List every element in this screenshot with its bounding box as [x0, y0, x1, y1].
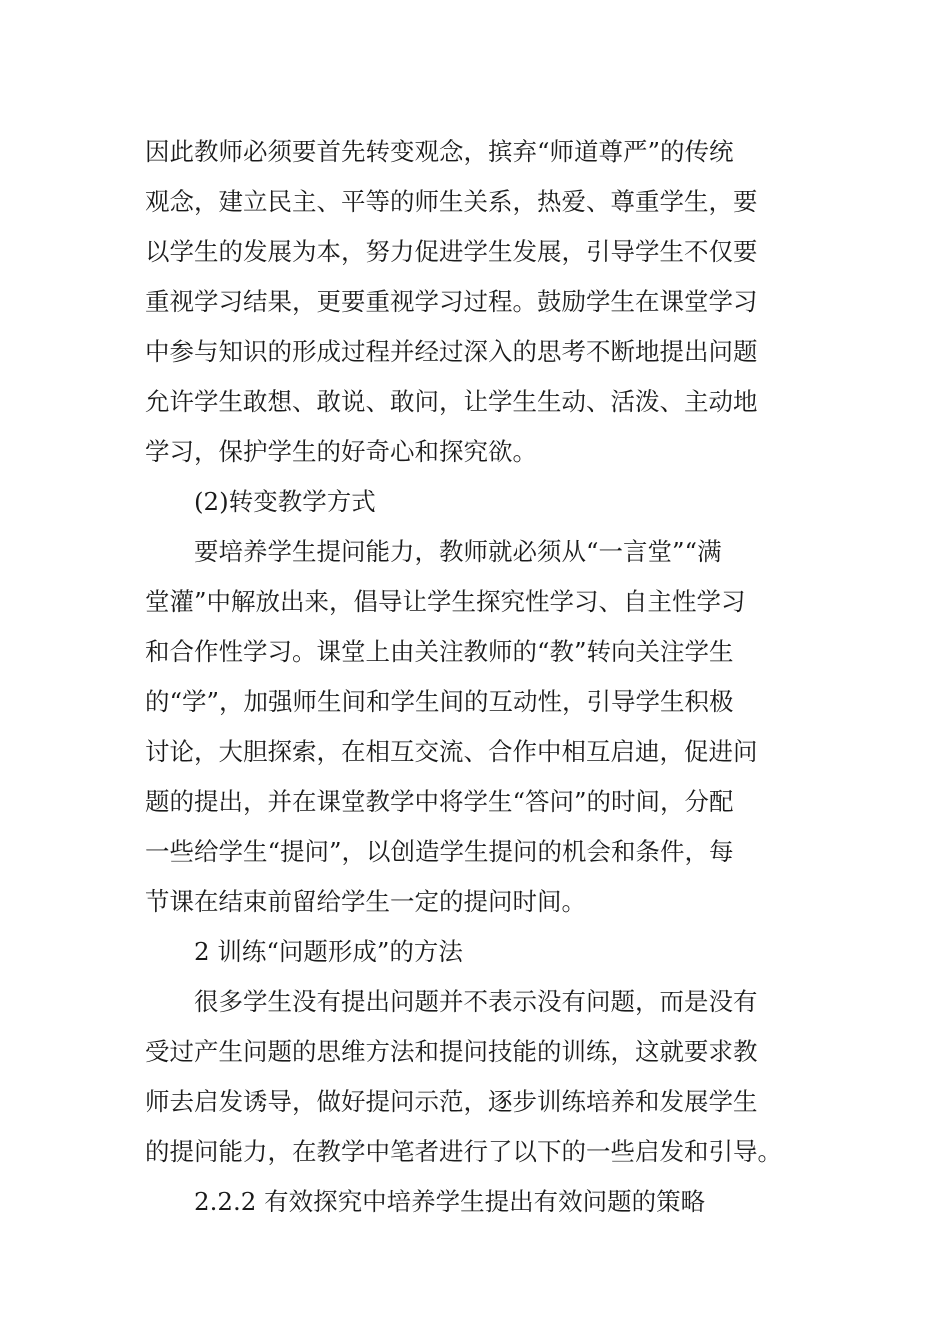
text-line: 的“学”，加强师生间和学生间的互动性，引导学生积极: [145, 687, 734, 716]
text-line: 以学生的发展为本，努力促进学生发展，引导学生不仅要: [145, 237, 758, 266]
text-line: 学习，保护学生的好奇心和探究欲。: [145, 437, 537, 466]
text-line: 观念，建立民主、平等的师生关系，热爱、尊重学生，要: [145, 187, 758, 216]
text-line: 一些给学生“提问”，以创造学生提问的机会和条件，每: [145, 837, 734, 866]
text-line: 重视学习结果，更要重视学习过程。鼓励学生在课堂学习: [145, 287, 758, 316]
text-line: 师去启发诱导，做好提问示范，逐步训练培养和发展学生: [145, 1087, 758, 1116]
section-heading-effective-questions: 2.2.2 有效探究中培养学生提出有效问题的策略: [194, 1187, 706, 1216]
text-line: 中参与知识的形成过程并经过深入的思考不断地提出问题: [145, 337, 758, 366]
text-line: 堂灌”中解放出来，倡导让学生探究性学习、自主性学习: [145, 587, 746, 616]
paragraph-question-training: [145, 977, 807, 1177]
text-line: 题的提出，并在课堂教学中将学生“答问”的时间，分配: [145, 787, 734, 816]
text-line: 和合作性学习。课堂上由关注教师的“教”转向关注学生: [145, 637, 734, 666]
section-heading-teaching-methods: (2)转变教学方式: [194, 487, 376, 516]
section-heading-question-training: 2 训练“问题形成”的方法: [194, 937, 463, 966]
text-line: 很多学生没有提出问题并不表示没有问题，而是没有: [194, 987, 758, 1016]
paragraph-change-concepts: [145, 127, 807, 477]
text-line: 因此教师必须要首先转变观念，摈弃“师道尊严”的传统: [145, 137, 734, 166]
text-line: 要培养学生提问能力，教师就必须从“一言堂”“满: [194, 537, 722, 566]
text-line: 的提问能力，在教学中笔者进行了以下的一些启发和引导。: [145, 1137, 782, 1166]
text-line: 讨论，大胆探索，在相互交流、合作中相互启迪，促进问: [145, 737, 758, 766]
text-line: 允许学生敢想、敢说、敢问，让学生生动、活泼、主动地: [145, 387, 758, 416]
document-body: [145, 127, 807, 1227]
text-line: 受过产生问题的思维方法和提问技能的训练，这就要求教: [145, 1037, 758, 1066]
text-line: 节课在结束前留给学生一定的提问时间。: [145, 887, 586, 916]
paragraph-teaching-methods: [145, 527, 807, 927]
